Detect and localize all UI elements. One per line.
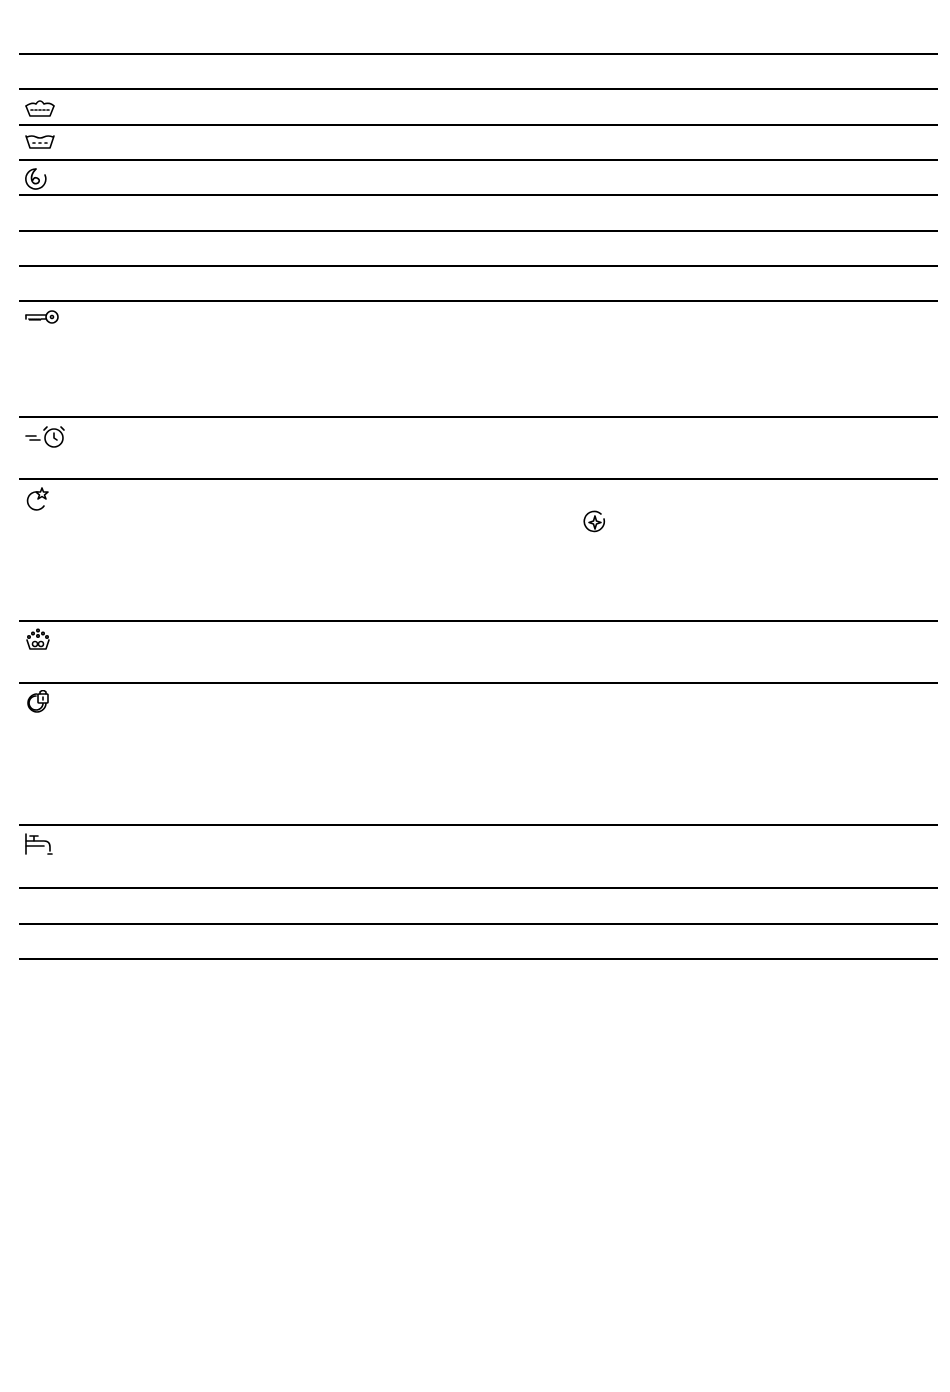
table-row <box>19 887 938 923</box>
table-row <box>19 416 938 478</box>
table-row <box>19 478 938 620</box>
table-row <box>19 194 938 230</box>
speed-timer-icon <box>24 424 70 450</box>
table-row <box>19 300 938 416</box>
table-row <box>19 230 938 265</box>
extra-rinse-icon <box>24 628 52 652</box>
table-row <box>19 682 938 824</box>
table-row <box>19 88 938 124</box>
symbol-table <box>19 53 938 960</box>
table-row <box>19 124 938 159</box>
table-row <box>19 265 938 300</box>
door-lock-icon <box>24 690 52 716</box>
drum-clean-inline-icon <box>581 510 609 536</box>
key-lock-icon <box>24 308 60 326</box>
table-row <box>19 923 938 960</box>
water-tap-icon <box>24 832 54 858</box>
table-row <box>19 824 938 887</box>
rinse-tub-icon <box>24 132 56 150</box>
spin-icon <box>24 167 48 191</box>
washing-tub-icon <box>24 96 56 118</box>
drum-clean-icon <box>24 486 52 512</box>
table-row <box>19 159 938 194</box>
table-row <box>19 620 938 682</box>
table-row <box>19 53 938 88</box>
